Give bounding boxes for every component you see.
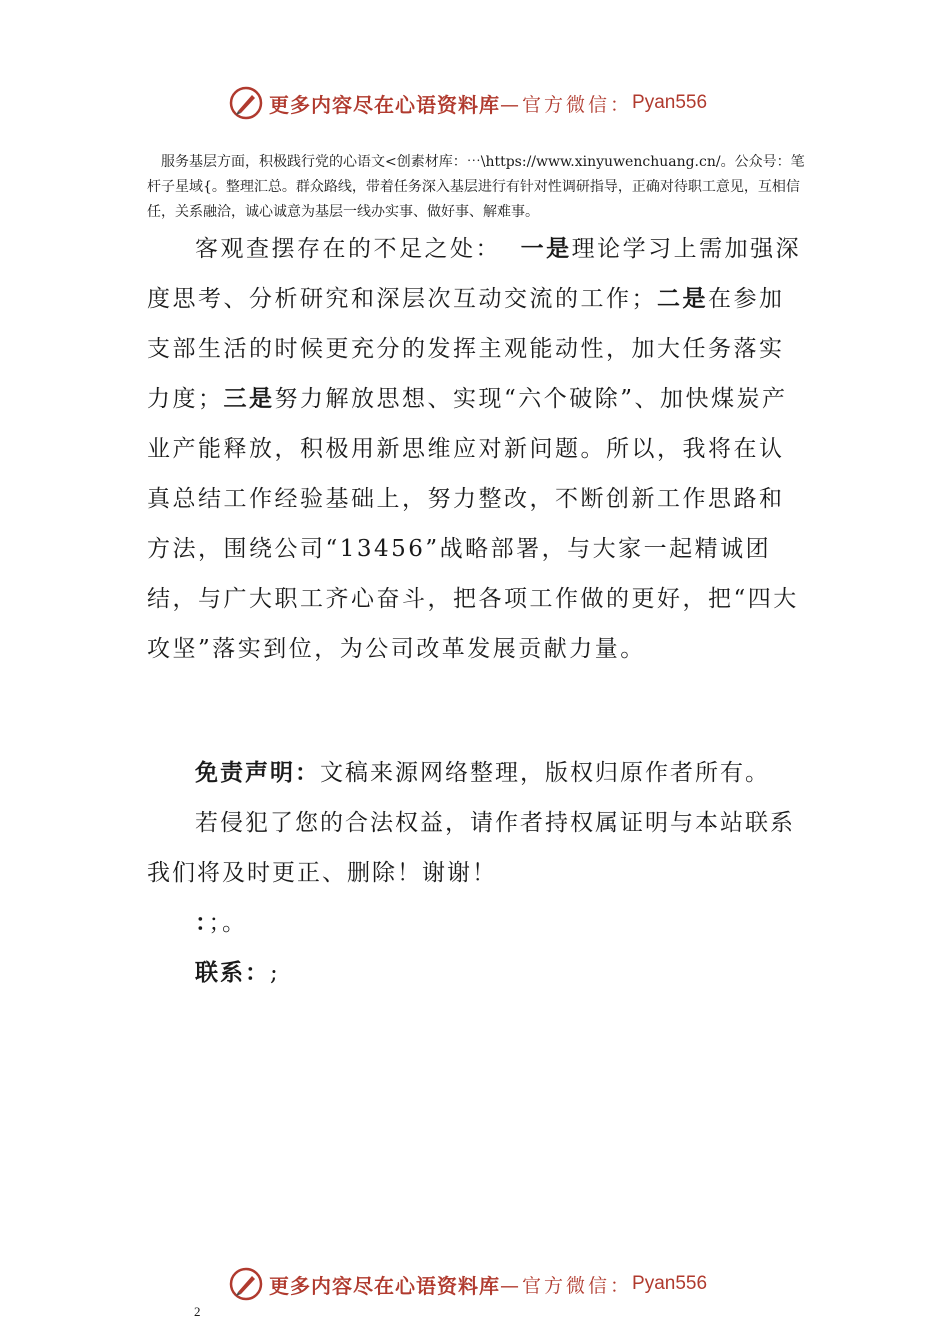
banner-wechat-id: Pyan556 [632,92,708,113]
third-text: 努力解放思想、实现“六个破除”、加快煤炭产业产能释放，积极用新思维应对新问题。所以，我将在认真总结工作经验基础上，努力整改，不断创新工作思路和方法，围绕公司“13456”战略部署，与大家一起精诚团结，与广大职工齐心奋斗，把各项工作做的更好，把“四大攻坚”落实到位，为公司改革发展贡献力量。 [147,386,799,662]
page-number: 2 [194,1304,201,1319]
disclaimer-line-4-bold: ： [195,910,209,936]
main-paragraph [147,224,807,674]
second-label: 二是 [657,286,708,312]
pen-logo-icon [229,86,263,120]
banner-title: 更多内容尽在心语资料库 [269,1273,500,1298]
lead-text: 客观查摆存在的不足之处： [195,236,501,262]
contact-line [147,948,817,998]
third-label: 三是 [223,386,275,412]
banner-subtitle: —官方微信： [500,93,633,116]
intro-paragraph: 服务基层方面，积极践行党的心语文<创素材库：⋯\https://www.xinyuwenchuang.cn/。公众号：笔杆子星域{。整理汇总。群众路线，带着任务深入基层进行有针对性调研指导，正确对待职工意见，互相信任，关系融洽，诚心诚意为基层一线办实事、做好事、解难事。 [147,154,805,220]
disclaimer-line-4-rest: ；。 [208,910,247,936]
first-label: 一是 [520,236,572,262]
contact-rest: ; [270,960,280,986]
second-text: 在参加支部生活的时候更充分的发挥主观能动性，加大任务落实力度； [147,286,785,412]
pen-logo-icon [229,1267,263,1301]
header-banner [229,83,707,123]
disclaimer-text: 文稿来源网络整理，版权归原作者所有。 [320,760,770,786]
contact-label: 联系： [195,960,270,986]
first-text: 理论学习上需加强深度思考、分析研究和深层次互动交流的工作； [147,236,802,312]
banner-subtitle: —官方微信： [500,1274,633,1297]
disclaimer-line-4 [147,898,817,948]
disclaimer-label: 免责声明： [195,760,320,786]
banner-title: 更多内容尽在心语资料库 [269,92,500,117]
footer-banner [229,1264,707,1304]
banner-wechat-id: Pyan556 [632,1273,708,1294]
disclaimer-line-1 [147,748,817,798]
disclaimer-line-2: 若侵犯了您的合法权益，请作者持权属证明与本站联系 [195,810,795,836]
disclaimer-line-3: 我们将及时更正、删除！谢谢！ [147,860,497,886]
disclaimer-block [147,748,817,998]
